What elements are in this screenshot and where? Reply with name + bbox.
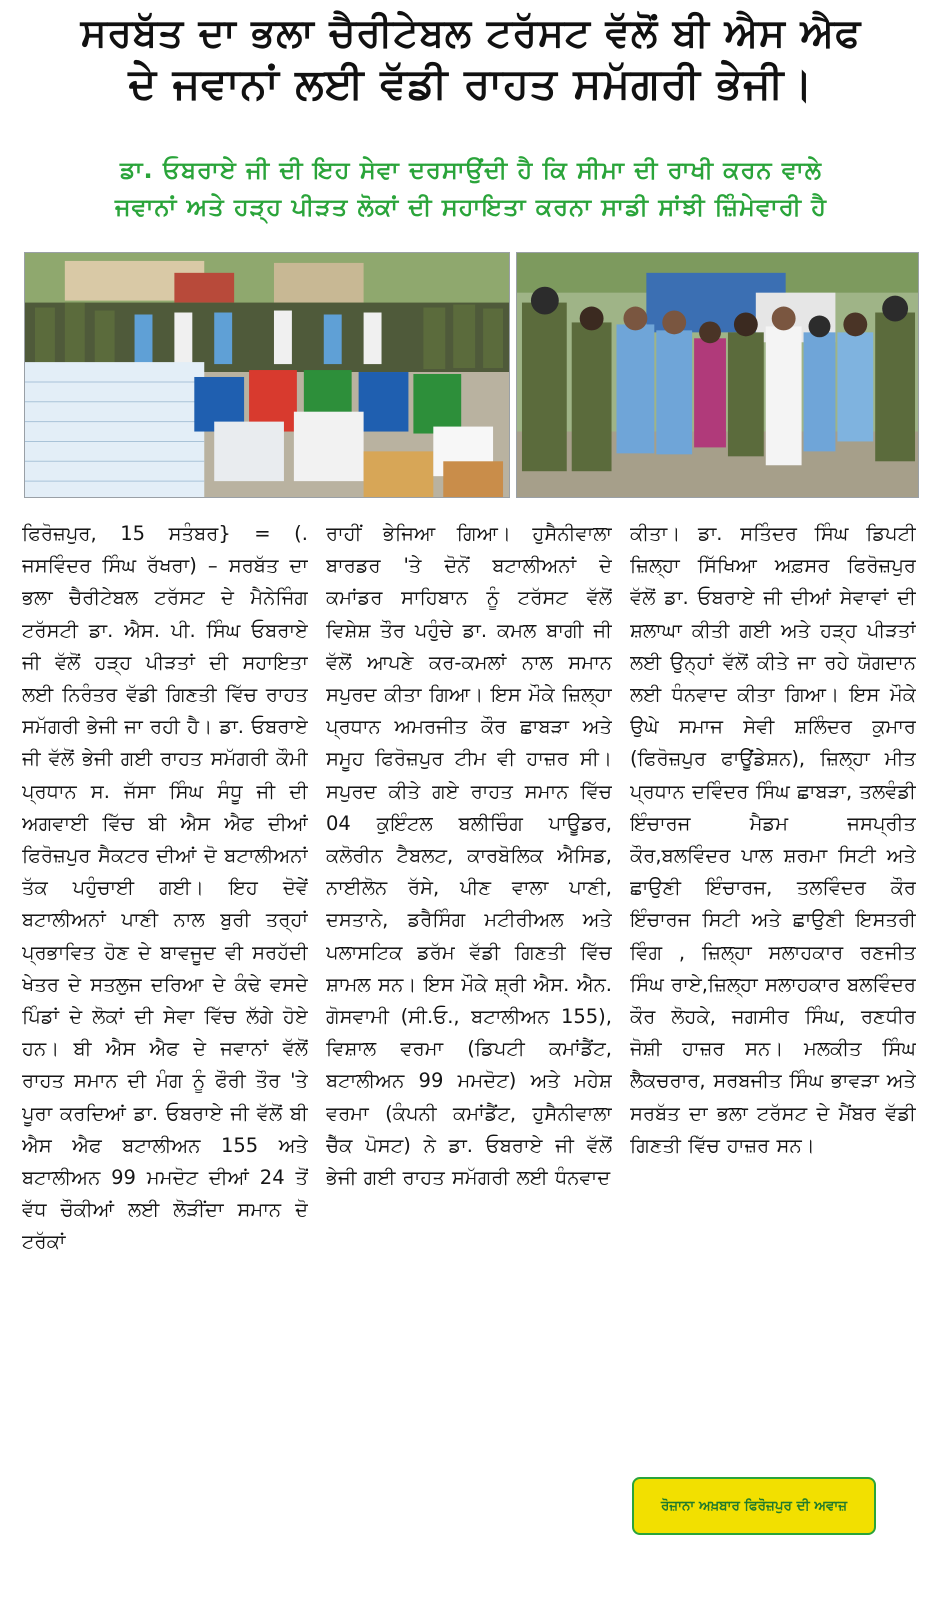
newspaper-badge-text: ਰੋਜ਼ਾਨਾ ਅਖ਼ਬਾਰ ਫਿਰੋਜ਼ਪੁਰ ਦੀ ਅਵਾਜ਼ — [660, 1498, 848, 1514]
headline-line-1: ਸਰਬੱਤ ਦਾ ਭਲਾ ਚੈਰੀਟੇਬਲ ਟਰੱਸਟ ਵੱਲੋਂ ਬੀ ਐਸ ਐਫ — [80, 11, 862, 56]
photo-group — [516, 252, 919, 498]
subheadline-line-1: ਡਾ. ਓਬਰਾਏ ਜੀ ਦੀ ਇਹ ਸੇਵਾ ਦਰਸਾਉਂਦੀ ਹੈ ਕਿ ਸੀਮਾ ਦੀ ਰਾਖੀ ਕਰਨ ਵਾਲੇ — [120, 156, 822, 184]
photo-group-image — [517, 253, 918, 497]
article-column-2-text: ਰਾਹੀਂ ਭੇਜਿਆ ਗਿਆ। ਹੁਸੈਨੀਵਾਲਾ ਬਾਰਡਰ 'ਤੇ ਦੋਨੋਂ ਬਟਾਲੀਅਨਾਂ ਦੇ ਕਮਾਂਡਰ ਸਾਹਿਬਾਨ ਨੂੰ ਟਰੱਸਟ ਵੱਲੋਂ ਵਿਸ਼ੇਸ਼ ਤੌਰ ਪਹੁੰਚੇ ਡਾ. ਕਮਲ ਬਾਗੀ ਜੀ ਵੱਲੋਂ ਆਪਣੇ ਕਰ-ਕਮਲਾਂ ਨਾਲ ਸਮਾਨ ਸਪੁਰਦ ਕੀਤਾ ਗਿਆ। ਇਸ ਮੌਕੇ ਜ਼ਿਲ੍ਹਾ ਪ੍ਰਧਾਨ ਅਮਰਜੀਤ ਕੌਰ ਛਾਬੜਾ ਅਤੇ ਸਮੂਹ ਫਿਰੋਜ਼ਪੁਰ ਟੀਮ ਵੀ ਹਾਜ਼ਰ ਸੀ। ਸਪੁਰਦ ਕੀਤੇ ਗਏ ਰਾਹਤ ਸਮਾਨ ਵਿੱਚ 04 ਕੁਇੰਟਲ ਬਲੀਚਿੰਗ ਪਾਊਡਰ, ਕਲੋਰੀਨ ਟੈਬਲਟ, ਕਾਰਬੋਲਿਕ ਐਸਿਡ, ਨਾਈਲੋਨ ਰੱਸੇ, ਪੀਣ ਵਾਲਾ ਪਾਣੀ, ਦਸਤਾਨੇ, ਡਰੈਸਿੰਗ ਮਟੀਰੀਅਲ ਅਤੇ ਪਲਾਸਟਿਕ ਡਰੱਮ ਵੱਡੀ ਗਿਣਤੀ ਵਿੱਚ ਸ਼ਾਮਲ ਸਨ। ਇਸ ਮੌਕੇ ਸ਼੍ਰੀ ਐਸ. ਐਨ. ਗੋਸਵਾਮੀ (ਸੀ.ਓ., ਬਟਾਲੀਅਨ 155), ਵਿਸ਼ਾਲ ਵਰਮਾ (ਡਿਪਟੀ ਕਮਾਂਡੈਂਟ, ਬਟਾਲੀਅਨ 99 ਮਮਦੋਟ) ਅਤੇ ਮਹੇਸ਼ ਵਰਮਾ (ਕੰਪਨੀ ਕਮਾਂਡੈਂਟ, ਹੁਸੈਨੀਵਾਲਾ ਚੈੱਕ ਪੋਸਟ) ਨੇ ਡਾ. ਓਬਰਾਏ ਜੀ ਵੱਲੋਂ ਭੇਜੀ ਗਈ ਰਾਹਤ ਸਮੱਗਰੀ ਲਈ ਧੰਨਵਾਦ — [326, 522, 612, 1190]
article-column-1-text: ਫਿਰੋਜ਼ਪੁਰ, 15 ਸਤੰਬਰ} = (. ਜਸਵਿੰਦਰ ਸਿੰਘ ਰੱਖਰਾ) – ਸਰਬੱਤ ਦਾ ਭਲਾ ਚੈਰੀਟੇਬਲ ਟਰੱਸਟ ਦੇ ਮੈਨੇਜਿੰਗ ਟਰੱਸਟੀ ਡਾ. ਐਸ. ਪੀ. ਸਿੰਘ ਓਬਰਾਏ ਜੀ ਵੱਲੋਂ ਹੜ੍ਹ ਪੀੜਤਾਂ ਦੀ ਸਹਾਇਤਾ ਲਈ ਨਿਰੰਤਰ ਵੱਡੀ ਗਿਣਤੀ ਵਿੱਚ ਰਾਹਤ ਸਮੱਗਰੀ ਭੇਜੀ ਜਾ ਰਹੀ ਹੈ। ਡਾ. ਓਬਰਾਏ ਜੀ ਵੱਲੋਂ ਭੇਜੀ ਗਈ ਰਾਹਤ ਸਮੱਗਰੀ ਕੌਮੀ ਪ੍ਰਧਾਨ ਸ. ਜੱਸਾ ਸਿੰਘ ਸੰਧੂ ਜੀ ਦੀ ਅਗਵਾਈ ਵਿੱਚ ਬੀ ਐਸ ਐਫ ਦੀਆਂ ਫਿਰੋਜ਼ਪੁਰ ਸੈਕਟਰ ਦੀਆਂ ਦੋ ਬਟਾਲੀਅਨਾਂ ਤੱਕ ਪਹੁੰਚਾਈ ਗਈ। ਇਹ ਦੋਵੇਂ ਬਟਾਲੀਅਨਾਂ ਪਾਣੀ ਨਾਲ ਬੁਰੀ ਤਰ੍ਹਾਂ ਪ੍ਰਭਾਵਿਤ ਹੋਣ ਦੇ ਬਾਵਜੂਦ ਵੀ ਸਰਹੱਦੀ ਖੇਤਰ ਦੇ ਸਤਲੁਜ ਦਰਿਆ ਦੇ ਕੰਢੇ ਵਸਦੇ ਪਿੰਡਾਂ ਦੇ ਲੋਕਾਂ ਦੀ ਸੇਵਾ ਵਿੱਚ ਲੱਗੇ ਹੋਏ ਹਨ। ਬੀ ਐਸ ਐਫ ਦੇ ਜਵਾਨਾਂ ਵੱਲੋਂ ਰਾਹਤ ਸਮਾਨ ਦੀ ਮੰਗ ਨੂੰ ਫੌਰੀ ਤੌਰ 'ਤੇ ਪੂਰਾ ਕਰਦਿਆਂ ਡਾ. ਓਬਰਾਏ ਜੀ ਵੱਲੋਂ ਬੀ ਐਸ ਐਫ ਬਟਾਲੀਅਨ 155 ਅਤੇ ਬਟਾਲੀਅਨ 99 ਮਮਦੋਟ ਦੀਆਂ 24 ਤੋਂ ਵੱਧ ਚੌਕੀਆਂ ਲਈ ਲੋੜੀਂਦਾ ਸਮਾਨ ਦੋ ਟਰੱਕਾਂ — [22, 522, 308, 1254]
photo-strip — [24, 252, 919, 498]
photo-relief-supplies-image — [25, 253, 509, 497]
article-body — [22, 518, 916, 1578]
article-column-3 — [630, 518, 916, 1578]
subheadline — [22, 152, 920, 226]
headline — [22, 10, 920, 109]
newspaper-badge — [632, 1477, 876, 1535]
article-column-2 — [326, 518, 612, 1578]
headline-line-2: ਦੇ ਜਵਾਨਾਂ ਲਈ ਵੱਡੀ ਰਾਹਤ ਸਮੱਗਰੀ ਭੇਜੀ। — [128, 58, 814, 108]
article-column-3-text: ਕੀਤਾ। ਡਾ. ਸਤਿੰਦਰ ਸਿੰਘ ਡਿਪਟੀ ਜ਼ਿਲ੍ਹਾ ਸਿੱਖਿਆ ਅਫ਼ਸਰ ਫਿਰੋਜ਼ਪੁਰ ਵੱਲੋਂ ਡਾ. ਓਬਰਾਏ ਜੀ ਦੀਆਂ ਸੇਵਾਵਾਂ ਦੀ ਸ਼ਲਾਘਾ ਕੀਤੀ ਗਈ ਅਤੇ ਹੜ੍ਹ ਪੀੜਤਾਂ ਲਈ ਉਨ੍ਹਾਂ ਵੱਲੋਂ ਕੀਤੇ ਜਾ ਰਹੇ ਯੋਗਦਾਨ ਲਈ ਧੰਨਵਾਦ ਕੀਤਾ ਗਿਆ। ਇਸ ਮੌਕੇ ਉਘੇ ਸਮਾਜ ਸੇਵੀ ਸ਼ਲਿੰਦਰ ਕੁਮਾਰ (ਫਿਰੋਜ਼ਪੁਰ ਫਾਊਂਡੇਸ਼ਨ), ਜ਼ਿਲ੍ਹਾ ਮੀਤ ਪ੍ਰਧਾਨ ਦਵਿੰਦਰ ਸਿੰਘ ਛਾਬੜਾ, ਤਲਵੰਡੀ ਇੰਚਾਰਜ ਮੈਡਮ ਜਸਪ੍ਰੀਤ ਕੌਰ,ਬਲਵਿੰਦਰ ਪਾਲ ਸ਼ਰਮਾ ਸਿਟੀ ਅਤੇ ਛਾਉਣੀ ਇੰਚਾਰਜ, ਤਲਵਿੰਦਰ ਕੌਰ ਇੰਚਾਰਜ ਸਿਟੀ ਅਤੇ ਛਾਉਣੀ ਇਸਤਰੀ ਵਿੰਗ , ਜ਼ਿਲ੍ਹਾ ਸਲਾਹਕਾਰ ਰਣਜੀਤ ਸਿੰਘ ਰਾਏ,ਜ਼ਿਲ੍ਹਾ ਸਲਾਹਕਾਰ ਬਲਵਿੰਦਰ ਕੌਰ ਲੋਹਕੇ, ਜਗਸੀਰ ਸਿੰਘ, ਰਣਧੀਰ ਜੋਸ਼ੀ ਹਾਜ਼ਰ ਸਨ। ਮਲਕੀਤ ਸਿੰਘ ਲੈਕਚਰਾਰ, ਸਰਬਜੀਤ ਸਿੰਘ ਭਾਵੜਾ ਅਤੇ ਸਰਬੱਤ ਦਾ ਭਲਾ ਟਰੱਸਟ ਦੇ ਮੈਂਬਰ ਵੱਡੀ ਗਿਣਤੀ ਵਿੱਚ ਹਾਜ਼ਰ ਸਨ। — [630, 522, 916, 1157]
photo-relief-supplies — [24, 252, 510, 498]
subheadline-line-2: ਜਵਾਨਾਂ ਅਤੇ ਹੜ੍ਹ ਪੀੜਤ ਲੋਕਾਂ ਦੀ ਸਹਾਇਤਾ ਕਰਨਾ ਸਾਡੀ ਸਾਂਝੀ ਜ਼ਿੰਮੇਵਾਰੀ ਹੈ — [114, 193, 828, 222]
article-column-1 — [22, 518, 308, 1578]
